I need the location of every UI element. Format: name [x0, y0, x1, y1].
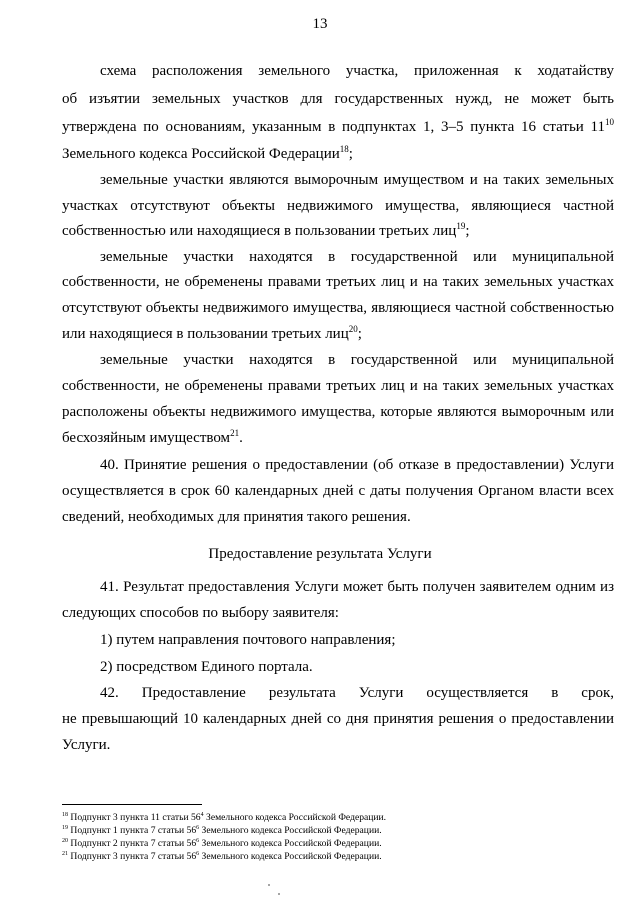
paragraph-line: не превышающий 10 календарных дней со дня принятия решения о предоставлении [62, 711, 614, 727]
paragraph-line: земельные участки находятся в государственной или муниципальной [100, 249, 614, 265]
section-heading: Предоставление результата Услуги [208, 546, 432, 562]
paragraph-line: отсутствуют объекты недвижимого имущества, являющиеся частной собственностью [62, 300, 614, 316]
paragraph-line: схема расположения земельного участка, приложенная к ходатайству [100, 63, 614, 79]
paragraph-line: бесхозяйным имуществом$^{21}$. [62, 428, 243, 446]
paragraph-line: земельные участки являются выморочным имуществом и на таких земельных [100, 172, 614, 188]
page-number: 13 [312, 16, 328, 32]
list-item: 2) посредством Единого портала. [100, 659, 313, 675]
scan-speck [278, 893, 280, 895]
paragraph-line: расположены объекты недвижимого имущества, которые являются выморочным или [62, 404, 614, 420]
paragraph-line: сведений, необходимых для принятия такого решения. [62, 509, 411, 525]
footnote: $^{21}$ Подпункт 3 пункта 7 статьи $56^6$ Земельного кодекса Российской Федерации. [62, 851, 382, 862]
paragraph-line: осуществляется в срок 60 календарных дней с даты получения Органом власти всех [62, 483, 614, 499]
footnote: $^{20}$ Подпункт 2 пункта 7 статьи $56^6$ Земельного кодекса Российской Федерации. [62, 838, 382, 849]
paragraph-line: Земельного кодекса Российской Федерации$^{18}$; [62, 144, 353, 162]
footnote-ref: 18 [339, 144, 349, 154]
scan-speck [268, 884, 270, 886]
footnote-ref: 10 [605, 117, 614, 127]
paragraph-line: об изъятии земельных участков для государственных нужд, не может быть [62, 91, 614, 107]
footnote: $^{19}$ Подпункт 1 пункта 7 статьи $56^6$ Земельного кодекса Российской Федерации. [62, 825, 382, 836]
paragraph-line: собственности, не обременены правами третьих лиц и на таких земельных участках [62, 274, 614, 290]
paragraph-line: земельные участки находятся в государственной или муниципальной [100, 352, 614, 368]
paragraph-line: 42. Предоставление результата Услуги осуществляется в срок, [100, 685, 614, 701]
list-item: 1) путем направления почтового направления; [100, 632, 396, 648]
paragraph-line: следующих способов по выбору заявителя: [62, 605, 339, 621]
paragraph-line: 40. Принятие решения о предоставлении (об отказе в предоставлении) Услуги [100, 457, 614, 473]
paragraph-line: или находящиеся в пользовании третьих лиц$^{20}$; [62, 324, 362, 342]
paragraph-line: утверждена по основаниям, указанным в подпунктах 1, 3–5 пункта 16 статьи $11^{10}$ [62, 117, 614, 135]
paragraph-line: собственностью или находящиеся в пользовании третьих лиц$^{19}$; [62, 221, 470, 239]
footnote-ref: 21 [230, 428, 240, 438]
paragraph-line: 41. Результат предоставления Услуги может быть получен заявителем одним из [100, 579, 614, 595]
paragraph-line: Услуги. [62, 737, 111, 753]
paragraph-line: участках отсутствуют объекты недвижимого имущества, являющиеся частной [62, 198, 614, 214]
footnote-ref: 20 [348, 324, 358, 334]
paragraph-line: собственности, не обременены правами третьих лиц и на таких земельных участках [62, 378, 614, 394]
footnote-separator [62, 804, 202, 805]
footnote-ref: 19 [456, 221, 466, 231]
footnote: $^{18}$ Подпункт 3 пункта 11 статьи $56^4$ Земельного кодекса Российской Федерации. [62, 812, 387, 823]
